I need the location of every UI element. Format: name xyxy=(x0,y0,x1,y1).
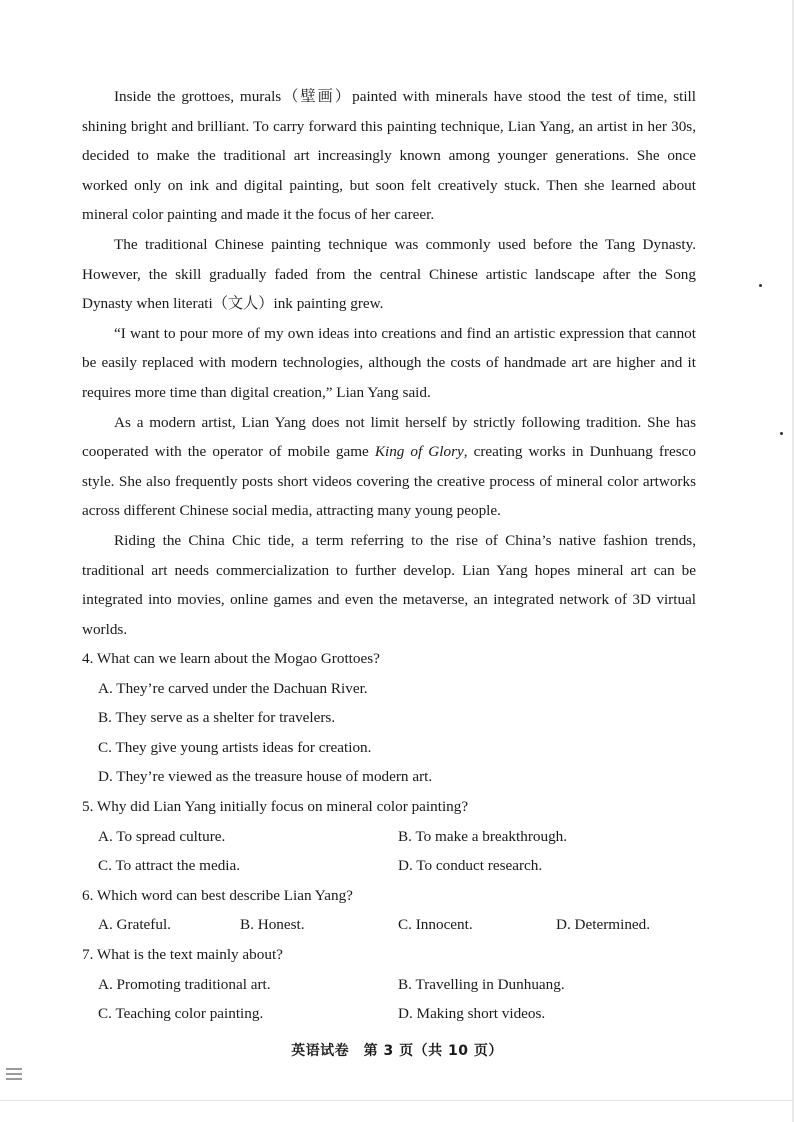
option-a: A. To spread culture. xyxy=(98,827,226,845)
question-5 xyxy=(82,792,696,881)
option-row xyxy=(82,762,696,792)
binding-mark-icon xyxy=(6,1068,22,1086)
game-title: King of Glory xyxy=(374,443,464,461)
bottom-rule xyxy=(0,1100,794,1101)
paragraph-4-part-1: As a modern artist, Lian Yang does not limit herself by strictly following tradition. She has cooperated with the operator of mobile game xyxy=(82,413,696,461)
question-7 xyxy=(82,940,696,1029)
option-d: D. Determined. xyxy=(556,916,651,934)
question-stem: 5. Why did Lian Yang initially focus on mineral color painting? xyxy=(82,797,469,815)
question-list xyxy=(82,644,696,1029)
margin-dot xyxy=(780,432,783,435)
paragraph-3: “I want to pour more of my own ideas into creations and find an artistic expression that cannot be easily replaced with modern technologies, although the costs of handmade art are higher and it requires more time than digital creation,” Lian Yang said. xyxy=(82,324,696,401)
option-row xyxy=(82,970,696,1000)
option-c: C. Innocent. xyxy=(398,916,473,934)
question-stem: 4. What can we learn about the Mogao Grottoes? xyxy=(82,650,380,667)
option-row xyxy=(82,733,696,763)
option-row xyxy=(82,674,696,704)
option-a: A. They’re carved under the Dachuan River. xyxy=(98,679,368,697)
option-row xyxy=(82,851,696,881)
question-stem: 6. Which word can best describe Lian Yang? xyxy=(82,886,353,904)
option-a: A. Grateful. xyxy=(98,916,171,934)
option-b: B. They serve as a shelter for travelers. xyxy=(98,709,336,727)
option-row xyxy=(82,703,696,733)
option-b: B. Honest. xyxy=(240,916,305,934)
page-footer: 英语试卷 第 3 页（共 10 页） xyxy=(291,1043,503,1059)
option-d: D. They’re viewed as the treasure house of modern art. xyxy=(98,768,433,786)
paragraph-4-part-2: , creating works in Dunhuang fresco style. She also frequently posts short videos covering the creative process of mineral color artworks across different Chinese social media, attracting many young people. xyxy=(82,443,696,520)
option-b: B. Travelling in Dunhuang. xyxy=(398,975,565,993)
question-6 xyxy=(82,881,696,940)
question-stem: 7. What is the text mainly about? xyxy=(82,945,283,963)
option-row xyxy=(82,999,696,1029)
paragraph-1: Inside the grottoes, murals（壁画）painted with minerals have stood the test of time, still shining bright and brilliant. To carry forward this painting technique, Lian Yang, an artist in her 30s, decided to make the traditional art increasingly known among younger generations. She once worked only on ink and digital painting, but soon felt creatively stuck. Then she learned about mineral color painting and made it the focus of her career. xyxy=(82,88,696,224)
option-row xyxy=(82,822,696,852)
paragraph-5: Riding the China Chic tide, a term referring to the rise of China’s native fashion trends, traditional art needs commercialization to further develop. Lian Yang hopes mineral art can be integrated into movies, online games and even the metaverse, an integrated network of 3D virtual worlds. xyxy=(82,531,696,638)
option-b: B. To make a breakthrough. xyxy=(398,827,568,845)
paragraph-2: The traditional Chinese painting technique was commonly used before the Tang Dynasty. However, the skill gradually faded from the central Chinese artistic landscape after the Song Dynasty when literati（文人）ink painting grew. xyxy=(82,235,696,313)
margin-dot xyxy=(759,284,762,287)
paragraph-4 xyxy=(82,408,696,526)
option-row xyxy=(82,910,696,940)
question-4 xyxy=(82,644,696,792)
option-c: C. To attract the media. xyxy=(98,857,241,875)
option-c: C. They give young artists ideas for creation. xyxy=(98,738,372,756)
reading-passage xyxy=(82,82,696,644)
option-d: D. To conduct research. xyxy=(398,857,543,875)
option-c: C. Teaching color painting. xyxy=(98,1005,264,1023)
option-a: A. Promoting traditional art. xyxy=(98,975,271,993)
option-d: D. Making short videos. xyxy=(398,1005,546,1023)
